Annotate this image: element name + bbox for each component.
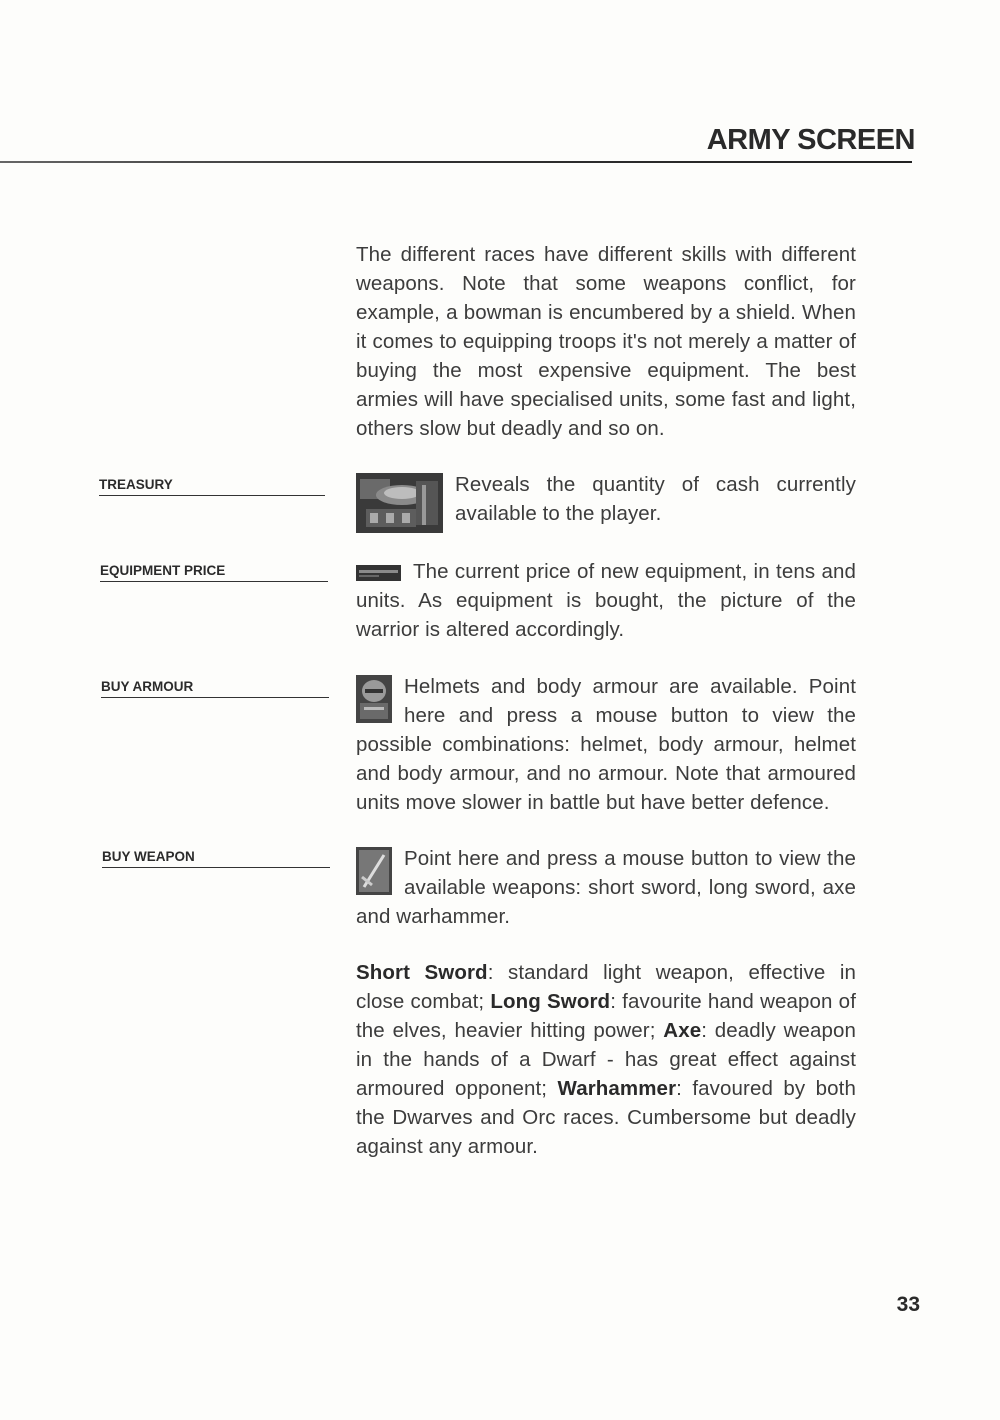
treasury-label: TREASURY (99, 477, 325, 496)
long-sword-term: Long Sword (490, 990, 611, 1013)
helmet-icon (356, 675, 392, 723)
equipment-price-description: The current price of new equipment, in tens and units. As equipment is bought, the picture of the warrior is altered accordingly. (356, 560, 856, 641)
warhammer-desc: : favoured by both the Dwarves and Orc races. Cumbersome but deadly against any armour. (356, 1077, 856, 1158)
treasury-description: Reveals the quantity of cash currently available to the player. (455, 473, 856, 525)
weapons-description (356, 958, 856, 1161)
title-rule (0, 161, 912, 163)
intro-paragraph: The different races have different skills with different weapons. Note that some weapons conflict, for example, a bowman is encumbered by a shield. When it comes to equipping troops it's not merely a matter of buying the most expensive equipment. The best armies will have specialised units, some fast and light, others slow but deadly and so on. (356, 243, 856, 440)
buy-weapon-description: Point here and press a mouse button to view the available weapons: short sword, long sword, axe and warhammer. (356, 847, 856, 928)
sword-icon (356, 847, 392, 895)
page-title: ARMY SCREEN (706, 124, 915, 156)
buy-armour-section (356, 672, 856, 817)
treasury-chest-icon (356, 473, 443, 533)
buy-armour-label: BUY ARMOUR (101, 679, 329, 698)
axe-desc: : deadly weapon in the hands of a Dwarf - has great effect against armoured opponent; (356, 1019, 856, 1100)
buy-weapon-label: BUY WEAPON (102, 849, 330, 868)
equipment-price-section (356, 557, 856, 644)
equipment-price-label: EQUIPMENT PRICE (100, 563, 328, 582)
long-sword-desc: : favourite hand weapon of the elves, heavier hitting power; (356, 990, 856, 1042)
buy-weapon-section (356, 844, 856, 931)
short-sword-desc: : standard light weapon, effective in close combat; (356, 961, 856, 1013)
price-bar-icon (356, 565, 401, 581)
buy-armour-description: Helmets and body armour are available. Point here and press a mouse button to view the possible combinations: helmet, body armour, helmet and body armour, and no armour. Note that armoured units move slower in battle but have better defence. (356, 675, 856, 814)
short-sword-term: Short Sword (356, 961, 488, 984)
warhammer-term: Warhammer (557, 1077, 677, 1100)
axe-term: Axe (663, 1019, 702, 1042)
treasury-section (356, 470, 856, 533)
page-number: 33 (896, 1293, 920, 1316)
